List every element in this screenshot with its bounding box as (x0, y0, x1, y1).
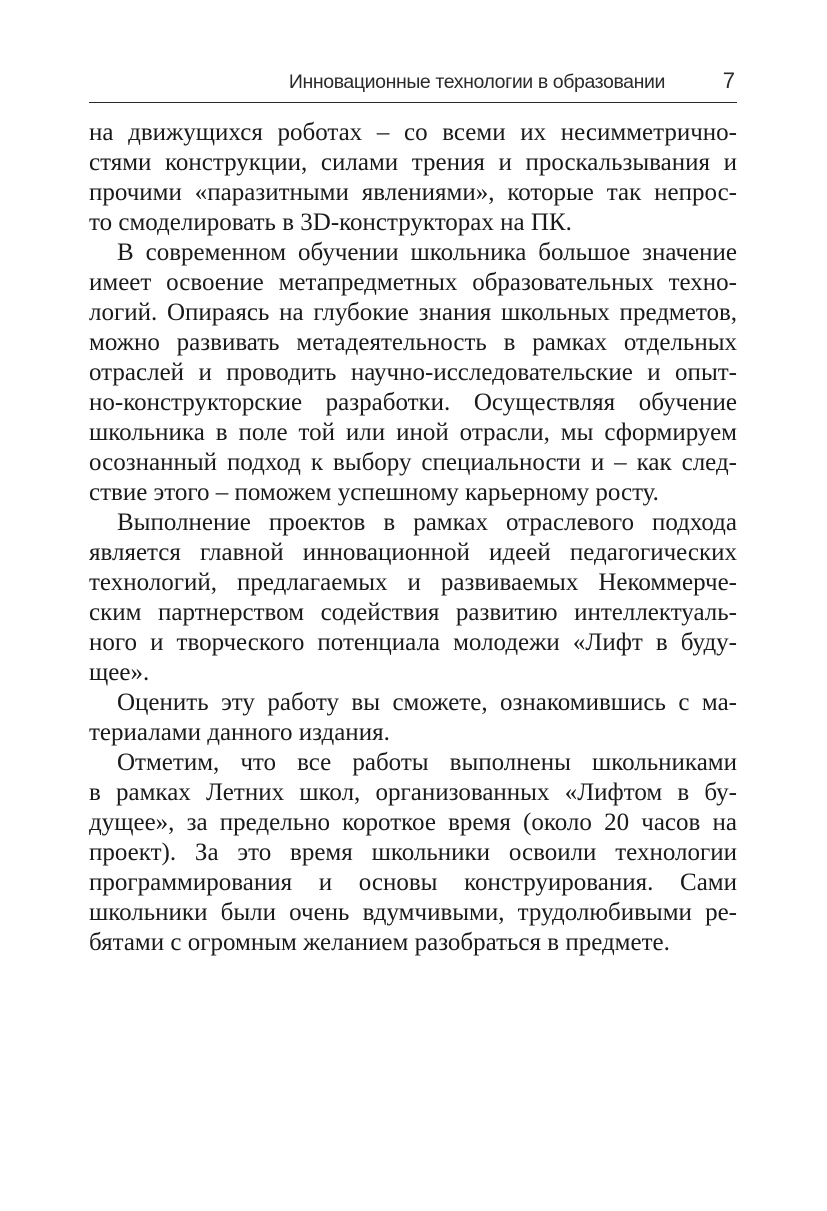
text-line: прочими «паразитными явлениями», которые так непрос- (89, 179, 737, 206)
text-line: в рамках Летних школ, организованных «Лифтом в бу- (89, 779, 737, 806)
text-line: программирования и основы конструирования. Сами (89, 869, 737, 896)
text-line: Выполнение проектов в рамках отраслевого подхода (117, 509, 737, 536)
text-line: имеет освоение метапредметных образовательных техно- (89, 269, 737, 296)
text-line: технологий, предлагаемых и развиваемых Некоммерче- (89, 569, 737, 596)
text-line: школьника в поле той или иной отрасли, мы сформируем (89, 419, 737, 446)
text-line: на движущихся роботах – со всеми их несимметрично- (89, 119, 737, 146)
text-line: дущее», за предельно короткое время (около 20 часов на (89, 809, 737, 836)
text-line: ским партнерством содействия развитию интеллектуаль- (89, 599, 737, 626)
text-line: отраслей и проводить научно-исследовательские и опыт- (89, 359, 737, 386)
text-line: В современном обучении школьника большое значение (117, 239, 737, 266)
text-line: логий. Опираясь на глубокие знания школьных предметов, (89, 299, 737, 326)
text-line: школьники были очень вдумчивыми, трудолюбивыми ре- (89, 899, 737, 926)
text-line: ного и творческого потенциала молодежи «Лифт в буду- (89, 629, 737, 656)
text-line: проект). За это время школьники освоили технологии (89, 839, 737, 866)
paragraph (89, 238, 737, 508)
body-text (89, 118, 737, 958)
paragraph (89, 748, 737, 958)
text-line: можно развивать метадеятельность в рамках отдельных (89, 329, 737, 356)
running-title: Инновационные технологии в образовании (288, 71, 665, 93)
text-line: но-конструкторские разработки. Осуществляя обучение (89, 389, 737, 416)
text-line: щее». (89, 659, 150, 686)
paragraph (89, 118, 737, 238)
text-line: является главной инновационной идеей педагогических (89, 539, 737, 566)
text-line: Отметим, что все работы выполнены школьниками (117, 749, 737, 776)
text-line: осознанный подход к выбору специальности и – как след- (89, 449, 737, 476)
paragraph (89, 688, 737, 748)
page-number: 7 (722, 68, 735, 93)
running-head (89, 66, 737, 103)
paragraph (89, 508, 737, 688)
text-line: то смоделировать в 3D-конструкторах на ПК. (89, 209, 572, 236)
text-line: стями конструкции, силами трения и проскальзывания и (89, 149, 737, 176)
text-line: Оценить эту работу вы сможете, ознакомившись с ма- (117, 689, 737, 716)
text-line: бятами с огромным желанием разобраться в предмете. (89, 929, 670, 956)
text-line: ствие этого – поможем успешному карьерному росту. (89, 479, 659, 506)
text-line: териалами данного издания. (89, 719, 390, 746)
